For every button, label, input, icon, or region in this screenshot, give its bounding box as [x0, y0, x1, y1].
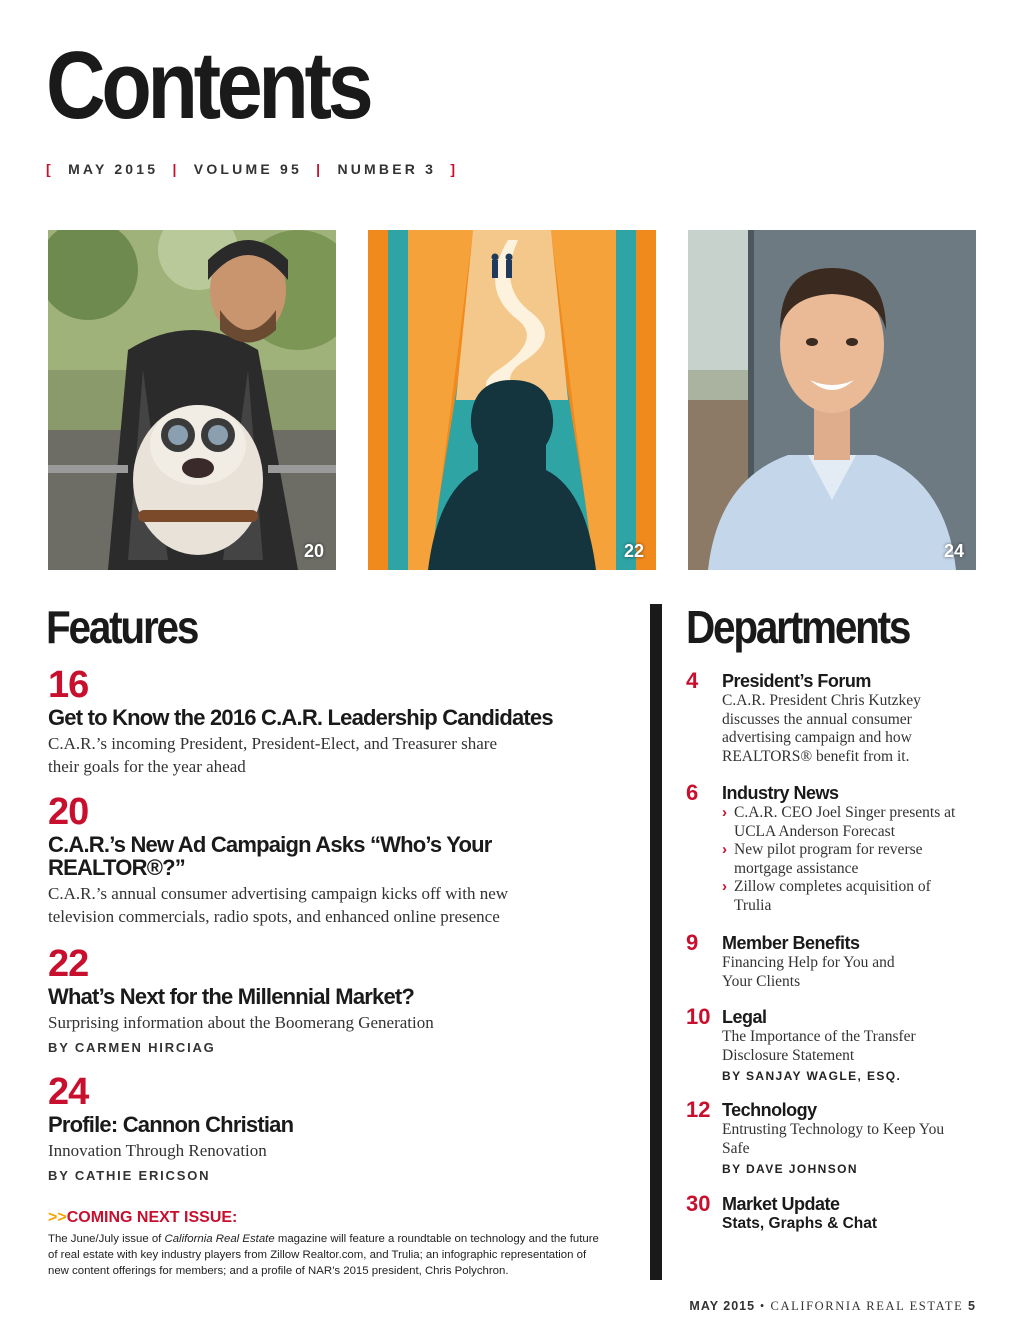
- feature-description: C.A.R.’s incoming President, President-Elect, and Treasurer share their goals for the year ahead: [48, 734, 498, 777]
- feature-item[interactable]: [48, 945, 608, 1055]
- department-item[interactable]: [686, 932, 976, 991]
- departments-heading: Departments: [686, 601, 910, 653]
- page-title: Contents: [46, 32, 370, 139]
- department-title[interactable]: Legal: [722, 1007, 767, 1027]
- feature-item[interactable]: [48, 1073, 608, 1183]
- photo-portrait[interactable]: [688, 230, 976, 570]
- department-title[interactable]: President’s Forum: [722, 671, 871, 691]
- feature-title[interactable]: What’s Next for the Millennial Market?: [48, 984, 415, 1009]
- department-description: Financing Help for You and Your Clients: [722, 954, 895, 990]
- photo-page-number: 20: [303, 541, 324, 561]
- chevron-right-icon: ›: [722, 841, 727, 858]
- feature-title[interactable]: C.A.R.’s New Ad Campaign Asks “Who’s Your REALTOR®?”: [48, 832, 492, 881]
- page-footer: [689, 1299, 976, 1314]
- news-bullet: › C.A.R. CEO Joel Singer presents at UCLA Anderson Forecast: [722, 804, 956, 840]
- coming-heading-text: COMING NEXT ISSUE:: [66, 1209, 238, 1226]
- feature-byline: BY CARMEN HIRCIAG: [48, 1040, 216, 1056]
- department-page-number: 10: [686, 1004, 711, 1029]
- coming-description: The June/July issue of California Real Estate magazine will feature a roundtable on technology and the future of real estate with key industry players from Zillow Realtor.com, and Trulia; an infographic representation of new content offerings for members; and a profile of NAR’s 2015 president, Chris Polychron.: [48, 1233, 599, 1277]
- news-bullet: › Zillow completes acquisition of Trulia: [722, 878, 931, 914]
- footer-page-number: 5: [968, 1299, 976, 1313]
- footer-publication: CALIFORNIA REAL ESTATE: [770, 1299, 964, 1313]
- photo-biker-bulldog[interactable]: [48, 230, 336, 570]
- department-item[interactable]: [686, 782, 976, 915]
- issue-line: [ MAY 2015 | VOLUME 95 | NUMBER 3 ]: [46, 161, 459, 177]
- feature-page-number: 16: [48, 664, 89, 706]
- department-page-number: 4: [686, 668, 699, 693]
- features-heading: Features: [46, 601, 198, 653]
- column-divider: [650, 604, 662, 1280]
- department-subtitle: Stats, Graphs & Chat: [722, 1215, 878, 1232]
- feature-description: Surprising information about the Boomerang Generation: [48, 1013, 434, 1033]
- feature-title[interactable]: Get to Know the 2016 C.A.R. Leadership Candidates: [48, 705, 553, 730]
- department-title[interactable]: Member Benefits: [722, 933, 860, 953]
- department-page-number: 9: [686, 930, 699, 955]
- photo-page-number: 22: [623, 541, 644, 561]
- photo-keyhole-illustration[interactable]: [368, 230, 656, 570]
- department-byline: BY SANJAY WAGLE, ESQ.: [722, 1069, 902, 1083]
- issue-volume: VOLUME 95: [193, 161, 302, 177]
- feature-byline: BY CATHIE ERICSON: [48, 1168, 211, 1184]
- keyhole-illustration-image: [368, 230, 656, 570]
- feature-title[interactable]: Profile: Cannon Christian: [48, 1112, 294, 1137]
- footer-separator: •: [759, 1299, 766, 1313]
- chevron-right-icon: ›: [722, 804, 727, 821]
- feature-page-number: 24: [48, 1071, 89, 1113]
- news-bullet: › New pilot program for reverse mortgage assistance: [722, 841, 923, 877]
- department-title[interactable]: Market Update: [722, 1194, 840, 1214]
- footer-month: MAY 2015: [689, 1299, 756, 1313]
- department-item[interactable]: [686, 670, 976, 766]
- department-page-number: 30: [686, 1191, 711, 1216]
- department-item[interactable]: [686, 1006, 976, 1083]
- department-page-number: 12: [686, 1097, 711, 1122]
- feature-item[interactable]: [48, 793, 608, 928]
- feature-description: Innovation Through Renovation: [48, 1141, 267, 1161]
- department-byline: BY DAVE JOHNSON: [722, 1162, 858, 1176]
- double-chevron-icon: >>: [48, 1209, 67, 1226]
- issue-month: MAY 2015: [68, 161, 159, 177]
- feature-page-number: 22: [48, 943, 89, 985]
- department-title[interactable]: Technology: [722, 1100, 817, 1120]
- feature-page-number: 20: [48, 791, 89, 833]
- department-page-number: 6: [686, 780, 699, 805]
- department-item[interactable]: [686, 1099, 976, 1176]
- coming-next-issue: [48, 1209, 608, 1279]
- issue-number: NUMBER 3: [337, 161, 437, 177]
- chevron-right-icon: ›: [722, 878, 727, 895]
- department-item[interactable]: [686, 1193, 976, 1233]
- biker-bulldog-image: [48, 230, 336, 570]
- feature-description: C.A.R.’s annual consumer advertising campaign kicks off with new television commercials, radio spots, and enhanced online presence: [48, 884, 509, 927]
- coming-heading: [48, 1209, 608, 1227]
- feature-item[interactable]: [48, 666, 608, 778]
- portrait-image: [688, 230, 976, 570]
- department-description: The Importance of the Transfer Disclosure Statement: [722, 1028, 916, 1064]
- magazine-name: California Real Estate: [164, 1233, 275, 1245]
- department-description: C.A.R. President Chris Kutzkey discusses the annual consumer advertising campaign and how REALTORS® benefit from it.: [722, 692, 921, 765]
- photo-page-number: 24: [943, 541, 964, 561]
- department-title[interactable]: Industry News: [722, 783, 839, 803]
- department-description: Entrusting Technology to Keep You Safe: [722, 1121, 945, 1157]
